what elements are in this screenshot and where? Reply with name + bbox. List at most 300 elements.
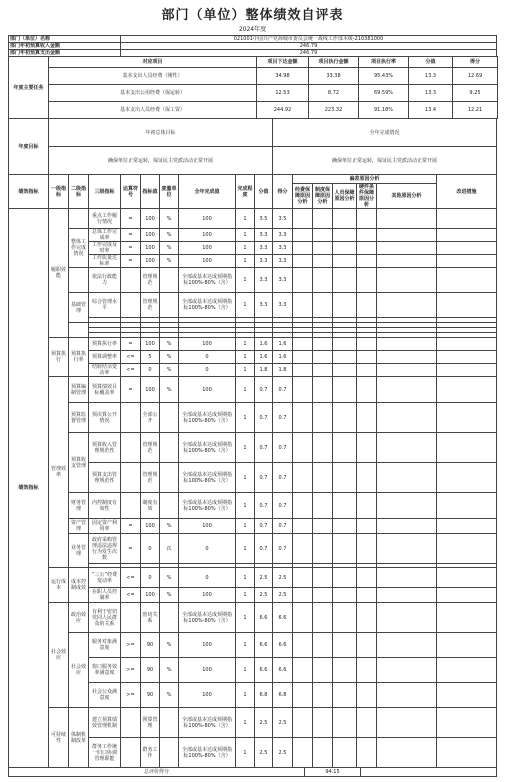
level3-indicator: 总体工作完成率 [89,229,121,242]
deviation-cell [377,519,437,534]
actual-value: 100 [179,338,236,351]
deviation-cell [293,377,313,403]
score: 2.5 [273,568,293,588]
weight: 6.8 [255,683,273,708]
measures-cell [437,493,497,519]
deviation-cell [313,351,333,364]
actual-value: 全部或基本达成预期指标100%-80%（含） [179,603,236,633]
completion-degree: 1 [236,364,255,377]
measures-cell [437,683,497,708]
completion-degree: 1 [236,268,255,293]
score: 0.7 [273,403,293,433]
completion-degree: 1 [236,738,255,768]
tasks-col-name: 对应项目 [49,57,257,68]
level3-indicator: 在职人员控制率 [89,588,121,603]
completion-degree: 1 [236,209,255,229]
operator: = [121,255,141,268]
level2-indicator: 基础管理 [69,293,89,323]
actual-value: 100 [179,242,236,255]
measures-cell [437,658,497,683]
completion-degree: 1 [236,568,255,588]
deviation-cell [377,708,437,738]
weight: 0.7 [255,519,273,534]
target-value: 管理规范 [141,463,160,493]
deviation-cell [293,658,313,683]
level3-indicator: 重点工作履行情况 [89,209,121,229]
measures-cell [437,209,497,229]
level1-indicator: 履职效能 [49,209,69,338]
deviation-cell [377,242,437,255]
table-row [9,338,497,351]
deviation-cell [377,209,437,229]
ind-head-dev4: 硬件条件保障原因分析 [357,184,377,209]
deviation-cell [357,377,377,403]
target-value: 密切关系 [141,603,160,633]
total-score-label: 总评价得分 [9,768,305,777]
score: 0.7 [273,377,293,403]
deviation-cell [357,708,377,738]
deviation-cell [293,683,313,708]
operator [121,493,141,519]
table-row [9,68,498,85]
deviation-cell [377,463,437,493]
completion-degree: 1 [236,519,255,534]
unit: % [160,364,179,377]
weight: 3.5 [255,209,273,229]
deviation-cell [293,633,313,658]
deviation-cell [313,364,333,377]
ind-head-l2: 二级指标 [69,175,89,209]
tasks-col-budget: 项目下达金额 [257,57,309,68]
deviation-cell [293,209,313,229]
deviation-cell [313,377,333,403]
level2-indicator [69,209,89,229]
completion-degree: 1 [236,683,255,708]
deviation-cell [313,683,333,708]
task-rate: 69.59% [359,85,409,102]
deviation-cell [357,351,377,364]
deviation-cell [333,255,357,268]
unit: % [160,351,179,364]
deviation-cell [333,338,357,351]
weight: 2.5 [255,738,273,768]
deviation-cell [293,463,313,493]
goals-section-label: 年度目标 [9,119,49,175]
table-row [9,403,497,433]
deviation-cell [377,683,437,708]
deviation-cell [333,377,357,403]
score: 6.6 [273,633,293,658]
deviation-cell [313,338,333,351]
deviation-cell [377,534,437,564]
table-row [9,377,497,403]
actual-value: 全部或基本达成预期指标100%-80%（含） [179,268,236,293]
deviation-cell [333,633,357,658]
ind-head-dev3: 人员保障原因分析 [333,184,357,209]
deviation-cell [293,588,313,603]
operator: = [121,519,141,534]
goals-actual-text: 确保单位正常运转，保证民主党派活动正常开展 [273,147,497,175]
measures-cell [437,338,497,351]
deviation-cell [293,493,313,519]
unit [160,493,179,519]
deviation-cell [313,433,333,463]
tasks-col-exec: 项目执行金额 [309,57,359,68]
actual-value: 100 [179,255,236,268]
deviation-cell [357,293,377,318]
weight: 2.5 [255,588,273,603]
operator: <= [121,588,141,603]
level3-indicator: 建立预算绩效管理机制 [89,708,121,738]
level3-indicator: 预决算公开情况 [89,403,121,433]
level1-indicator: 运行成本 [49,568,69,603]
unit: % [160,338,179,351]
operator: >= [121,658,141,683]
operator [121,603,141,633]
ind-head-target: 指标值 [141,175,160,209]
operator: <= [121,351,141,364]
annual-goals-table [8,118,497,175]
measures-cell [437,603,497,633]
task-budget: 12.53 [257,85,309,102]
deviation-cell [377,603,437,633]
score: 0.7 [273,519,293,534]
deviation-cell [313,633,333,658]
task-name: 基本支出公用经费（保运转） [49,85,257,102]
target-value: 100 [141,519,160,534]
actual-value: 0 [179,568,236,588]
operator: = [121,338,141,351]
actual-value: 全部或基本达成预期指标100%-80%（含） [179,293,236,318]
target-value: 100 [141,209,160,229]
deviation-cell [357,519,377,534]
deviation-cell [293,433,313,463]
deviation-cell [333,242,357,255]
deviation-cell [377,229,437,242]
measures-cell [437,568,497,588]
deviation-cell [357,268,377,293]
deviation-cell [357,255,377,268]
completion-degree: 1 [236,377,255,403]
ind-head-dev5: 其他原因分析 [377,184,437,209]
level2-indicator: 社会效应 [69,633,89,708]
level2-indicator: 资产管理 [69,519,89,534]
completion-degree: 1 [236,633,255,658]
actual-value: 100 [179,658,236,683]
completion-degree: 1 [236,658,255,683]
operator [121,433,141,463]
deviation-cell [293,519,313,534]
deviation-cell [333,738,357,768]
deviation-cell [333,229,357,242]
deviation-cell [357,633,377,658]
tasks-col-weight: 分值 [409,57,453,68]
operator [121,738,141,768]
operator: <= [121,568,141,588]
deviation-cell [333,364,357,377]
score: 0.7 [273,463,293,493]
target-value: 群务工作 [141,738,160,768]
table-row [9,534,497,564]
score: 3.3 [273,255,293,268]
table-row [9,293,497,318]
deviation-cell [377,338,437,351]
actual-value: 100 [179,588,236,603]
level2-indicator: 预算收支管理 [69,433,89,493]
deviation-cell [357,588,377,603]
deviation-cell [293,364,313,377]
operator [121,708,141,738]
level3-indicator: 社会公众满意度 [89,683,121,708]
completion-degree: 1 [236,588,255,603]
completion-degree: 1 [236,433,255,463]
level2-indicator [69,323,89,338]
task-budget: 34.98 [257,68,309,85]
weight: 0.7 [255,403,273,433]
weight: 6.6 [255,633,273,658]
deviation-cell [377,377,437,403]
score: 2.5 [273,588,293,603]
level2-indicator: 成本控制成效 [69,568,89,603]
deviation-cell [357,603,377,633]
budget-income-value: 246.79 [121,43,497,50]
deviation-cell [293,293,313,318]
ind-head-l3: 三级指标 [89,175,121,209]
target-value: 管理规范 [141,268,160,293]
task-weight: 13.4 [409,102,453,119]
deviation-cell [377,293,437,318]
tasks-col-rate: 项目执行率 [359,57,409,68]
ind-head-degree: 完成程度 [236,175,255,209]
level2-indicator: 预算监督管理 [69,403,89,433]
actual-value: 100 [179,519,236,534]
deviation-cell [313,229,333,242]
target-value: 0 [141,364,160,377]
weight: 0.7 [255,463,273,493]
target-value: 制度有效 [141,493,160,519]
deviation-cell [293,242,313,255]
task-score: 9.25 [453,85,498,102]
deviation-cell [333,568,357,588]
completion-degree: 1 [236,534,255,564]
page-title: 部门（单位）整体绩效自评表 [161,8,344,23]
deviation-cell [313,588,333,603]
unit [160,268,179,293]
weight: 0.7 [255,433,273,463]
deviation-cell [333,603,357,633]
weight: 2.5 [255,708,273,738]
measures-cell [437,242,497,255]
target-value: 全部公开 [141,403,160,433]
operator [121,293,141,318]
budget-income-label: 部门年初预算收入金额 [9,43,121,50]
score: 0.7 [273,493,293,519]
operator: = [121,229,141,242]
level1-indicator: 社会效应 [49,603,69,708]
total-score-blank [361,768,497,777]
task-score: 12.21 [453,102,498,119]
operator [121,268,141,293]
deviation-cell [357,658,377,683]
measures-cell [437,351,497,364]
deviation-cell [357,209,377,229]
measures-cell [437,403,497,433]
completion-degree: 1 [236,293,255,318]
task-weight: 13.3 [409,85,453,102]
unit: % [160,229,179,242]
budget-expense-label: 部门年初预算支出金额 [9,50,121,57]
task-budget: 244.92 [257,102,309,119]
measures-cell [437,463,497,493]
budget-expense-value: 246.79 [121,50,497,57]
target-value: 90 [141,633,160,658]
table-row [9,229,497,242]
deviation-cell [333,519,357,534]
deviation-cell [357,683,377,708]
ind-head-dev1: 经费保障原因分析 [293,184,313,209]
unit [160,433,179,463]
completion-degree: 1 [236,403,255,433]
measures-cell [437,229,497,242]
target-value: 0 [141,534,160,564]
deviation-cell [333,708,357,738]
table-row [9,85,498,102]
deviation-cell [357,229,377,242]
deviation-cell [293,268,313,293]
score: 1.8 [273,364,293,377]
table-row [9,708,497,738]
deviation-cell [333,293,357,318]
deviation-cell [293,534,313,564]
deviation-cell [313,658,333,683]
deviation-cell [357,242,377,255]
level3-indicator: 预算支出管理规范性 [89,463,121,493]
task-rate: 91.18% [359,102,409,119]
score: 1.6 [273,338,293,351]
level2-indicator: 体制机制改革 [69,708,89,768]
level3-indicator: 工作完成及时率 [89,242,121,255]
actual-value: 全部或基本达成预期指标100%-80%（含） [179,493,236,519]
tasks-col-score: 得分 [453,57,498,68]
score: 3.3 [273,229,293,242]
deviation-cell [357,568,377,588]
actual-value: 100 [179,229,236,242]
unit: % [160,588,179,603]
unit: % [160,658,179,683]
actual-value: 100 [179,377,236,403]
unit [160,603,179,633]
unit: % [160,568,179,588]
deviation-cell [333,463,357,493]
ind-head-actual: 全年完成值 [179,175,236,209]
completion-degree: 1 [236,338,255,351]
weight: 6.6 [255,658,273,683]
table-row [9,102,498,119]
actual-value: 100 [179,633,236,658]
measures-cell [437,519,497,534]
unit: % [160,377,179,403]
completion-degree: 1 [236,603,255,633]
level1-indicator: 可持续性 [49,708,69,768]
deviation-cell [313,463,333,493]
task-name: 基本支出人员经费（保工资） [49,102,257,119]
deviation-cell [333,683,357,708]
deviation-cell [377,493,437,519]
task-exec: 33.38 [309,68,359,85]
actual-value: 0 [179,534,236,564]
measures-cell [437,377,497,403]
level3-indicator: 预算绩效目标覆盖率 [89,377,121,403]
deviation-cell [293,568,313,588]
weight: 1.6 [255,338,273,351]
deviation-cell [377,255,437,268]
level1-indicator: 管理效率 [49,377,69,568]
deviation-cell [357,463,377,493]
level2-indicator: 预算编制管理 [69,377,89,403]
target-value: 100 [141,255,160,268]
ind-head-dev2: 制度保障原因分析 [313,184,333,209]
level2-indicator: 预算执行率 [69,338,89,377]
actual-value: 0 [179,351,236,364]
measures-cell [437,433,497,463]
weight: 3.3 [255,255,273,268]
table-row [9,568,497,588]
table-row [9,268,497,293]
weight: 3.3 [255,268,273,293]
unit: % [160,683,179,708]
deviation-cell [357,738,377,768]
task-name: 基本支出人员经费（刚性） [49,68,257,85]
deviation-cell [377,633,437,658]
unit [160,403,179,433]
level3-indicator: 预算收入管理规范性 [89,433,121,463]
operator: = [121,242,141,255]
deviation-cell [333,351,357,364]
deviation-cell [357,364,377,377]
deviation-cell [313,293,333,318]
level3-indicator: 有利于密切党同人民群众的关系 [89,603,121,633]
unit: 次 [160,534,179,564]
ind-head-unit: 度量单位 [160,175,179,209]
measures-cell [437,293,497,318]
ind-head-measures: 改进措施 [437,175,497,209]
level3-indicator: 服务对象满意度 [89,633,121,658]
total-score-value: 94.15 [305,768,361,777]
target-value: 100 [141,377,160,403]
unit: % [160,209,179,229]
dept-name-value: 021001中国共产党海城市委员会统一战线工作部本级-210381000 [121,36,497,43]
weight: 3.3 [255,229,273,242]
table-row [9,209,497,229]
completion-degree: 1 [236,708,255,738]
dept-name-label: 部门（单位）名称 [9,36,121,43]
deviation-cell [333,209,357,229]
task-score: 12.69 [453,68,498,85]
deviation-cell [293,603,313,633]
deviation-cell [313,568,333,588]
target-value: 100 [141,229,160,242]
measures-cell [437,534,497,564]
deviation-cell [357,493,377,519]
score: 3.3 [273,242,293,255]
level3-indicator: “三公”经费变动率 [89,568,121,588]
deviation-cell [313,403,333,433]
unit: % [160,633,179,658]
goals-overall-label: 年初总体目标 [49,119,273,147]
deviation-cell [333,658,357,683]
table-row [9,519,497,534]
actual-value: 全部或基本达成预期指标100%-80%（含） [179,463,236,493]
